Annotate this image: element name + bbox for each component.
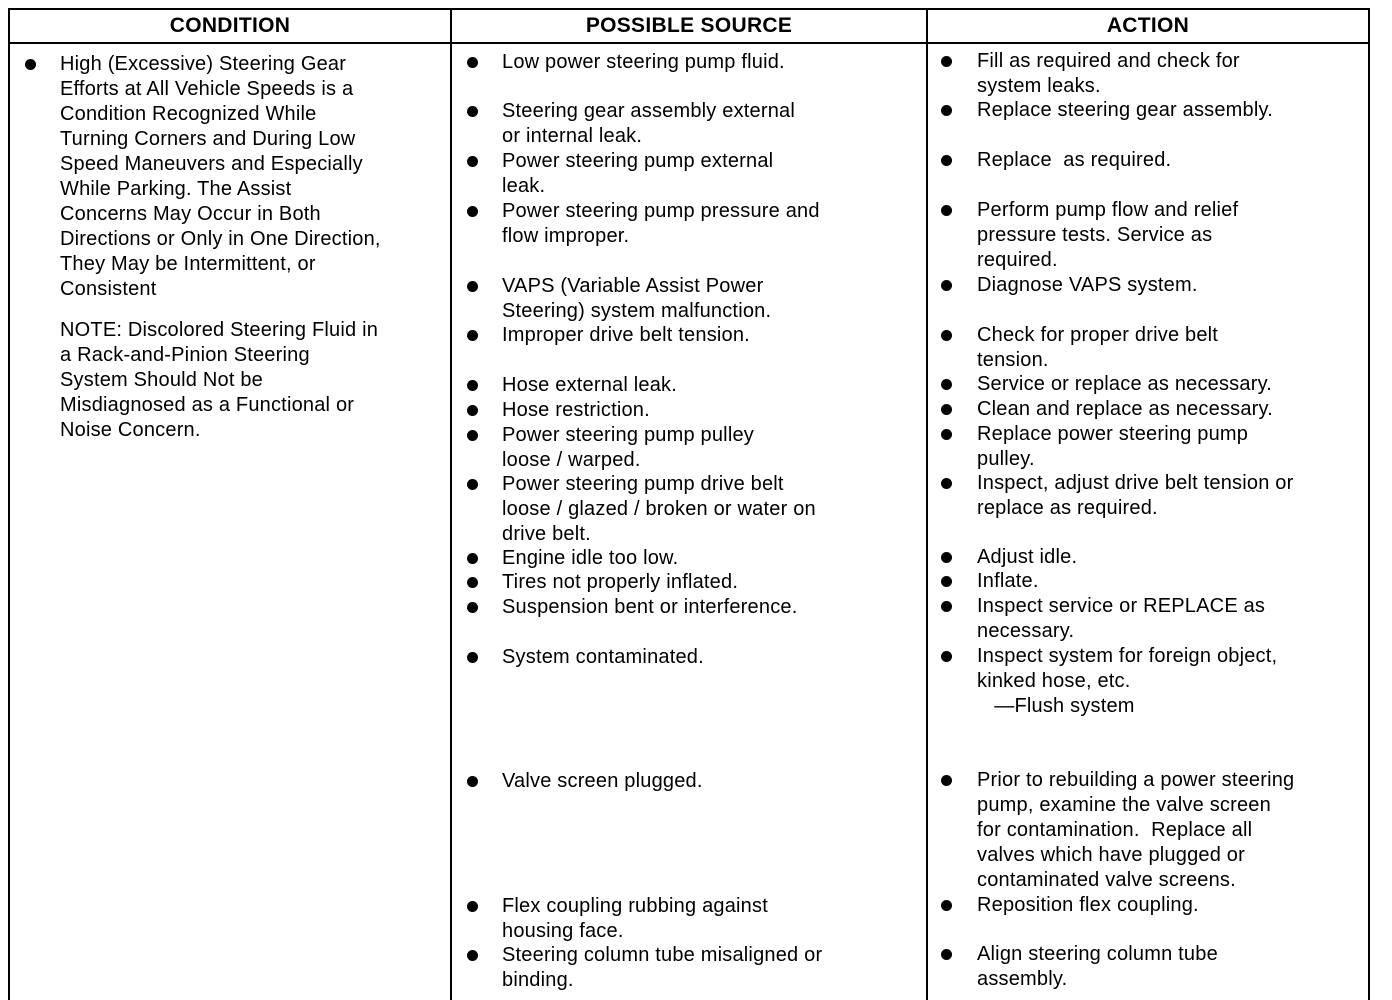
action-item-line: Inflate. — [977, 570, 1039, 592]
bullet-icon — [941, 429, 952, 440]
action-item — [977, 644, 1277, 719]
action-item — [977, 198, 1238, 273]
bullet-icon — [467, 577, 478, 588]
action-item — [977, 545, 1077, 570]
source-item-line: Power steering pump pressure and — [502, 200, 820, 222]
bullet-icon — [467, 57, 478, 68]
bullet-icon — [467, 602, 478, 613]
source-item — [502, 546, 678, 571]
condition-line: They May be Intermittent, or — [60, 253, 316, 275]
source-item-line: binding. — [502, 969, 574, 991]
action-item — [977, 372, 1272, 397]
action-item — [977, 471, 1293, 521]
condition-line: Efforts at All Vehicle Speeds is a — [60, 78, 354, 100]
action-item-line: necessary. — [977, 620, 1075, 642]
condition-line: Condition Recognized While — [60, 103, 317, 125]
action-item-line: Perform pump flow and relief — [977, 199, 1239, 221]
source-item-line: Steering column tube misaligned or — [502, 944, 823, 966]
source-item-line: Engine idle too low. — [502, 547, 679, 569]
source-item-line: Tires not properly inflated. — [502, 571, 739, 593]
column-divider-2 — [926, 10, 928, 1000]
header-condition: CONDITION — [169, 14, 291, 37]
action-item-line: Check for proper drive belt — [977, 324, 1219, 346]
action-item-line: —Flush system — [977, 695, 1135, 717]
action-item — [977, 422, 1248, 472]
source-item — [502, 99, 795, 149]
source-item-line: loose / warped. — [502, 449, 641, 471]
action-item-line: required. — [977, 249, 1058, 271]
note-line: System Should Not be — [60, 369, 263, 391]
action-item — [977, 273, 1198, 298]
note-line: Misdiagnosed as a Functional or — [60, 394, 355, 416]
header-possible-source: POSSIBLE SOURCE — [585, 14, 793, 37]
bullet-icon — [941, 56, 952, 67]
condition-line: Concerns May Occur in Both — [60, 203, 321, 225]
source-item-line: Hose external leak. — [502, 374, 678, 396]
condition-line: Speed Maneuvers and Especially — [60, 153, 363, 175]
action-item-line: valves which have plugged or — [977, 844, 1245, 866]
source-item — [502, 199, 820, 249]
bullet-icon — [467, 206, 478, 217]
source-item-line: Improper drive belt tension. — [502, 324, 750, 346]
source-item-line: Flex coupling rubbing against — [502, 895, 768, 917]
action-item-line: Fill as required and check for — [977, 50, 1240, 72]
condition-line: High (Excessive) Steering Gear — [60, 53, 347, 75]
bullet-icon — [941, 280, 952, 291]
action-item-line: replace as required. — [977, 497, 1158, 519]
header-divider — [10, 42, 1368, 44]
bullet-icon — [25, 59, 36, 70]
source-item — [502, 423, 754, 473]
action-item-line: Adjust idle. — [977, 546, 1078, 568]
action-item-line: tension. — [977, 349, 1049, 371]
source-item-line: Power steering pump drive belt — [502, 473, 784, 495]
source-item — [502, 149, 773, 199]
bullet-icon — [941, 601, 952, 612]
bullet-icon — [467, 950, 478, 961]
bullet-icon — [941, 900, 952, 911]
header-action: ACTION — [1106, 14, 1190, 37]
source-item-line: or internal leak. — [502, 125, 643, 147]
bullet-icon — [941, 576, 952, 587]
action-item-line: kinked hose, etc. — [977, 670, 1131, 692]
action-item-line: system leaks. — [977, 75, 1101, 97]
action-item-line: assembly. — [977, 968, 1068, 990]
source-item-line: Low power steering pump fluid. — [502, 51, 785, 73]
bullet-icon — [467, 156, 478, 167]
action-item-line: Replace as required. — [977, 149, 1172, 171]
source-item — [502, 894, 768, 944]
action-item-line: pump, examine the valve screen — [977, 794, 1271, 816]
bullet-icon — [941, 205, 952, 216]
column-divider-1 — [450, 10, 452, 1000]
condition-line: Directions or Only in One Direction, — [60, 228, 381, 250]
bullet-icon — [941, 552, 952, 563]
source-item-line: flow improper. — [502, 225, 630, 247]
source-item-line: Power steering pump pulley — [502, 424, 754, 446]
action-item-line: Inspect system for foreign object, — [977, 645, 1278, 667]
action-item — [977, 893, 1199, 918]
action-item-line: pressure tests. Service as — [977, 224, 1213, 246]
source-item — [502, 472, 816, 547]
action-item — [977, 323, 1218, 373]
source-item-line: Hose restriction. — [502, 399, 650, 421]
action-item — [977, 98, 1273, 123]
bullet-icon — [941, 105, 952, 116]
bullet-icon — [941, 949, 952, 960]
bullet-icon — [467, 553, 478, 564]
action-item — [977, 768, 1294, 893]
note-line: Noise Concern. — [60, 419, 201, 441]
bullet-icon — [467, 405, 478, 416]
source-item — [502, 323, 750, 348]
action-item — [977, 594, 1265, 644]
troubleshooting-table — [8, 8, 1370, 1000]
bullet-icon — [941, 404, 952, 415]
source-item-line: housing face. — [502, 920, 624, 942]
bullet-icon — [941, 330, 952, 341]
bullet-icon — [467, 106, 478, 117]
condition-line: Consistent — [60, 278, 157, 300]
bullet-icon — [467, 380, 478, 391]
action-item — [977, 942, 1218, 992]
source-item — [502, 595, 797, 620]
source-item-line: loose / glazed / broken or water on — [502, 498, 816, 520]
bullet-icon — [941, 651, 952, 662]
action-item — [977, 397, 1273, 422]
source-item — [502, 274, 771, 324]
source-item-line: Steering) system malfunction. — [502, 300, 772, 322]
action-item — [977, 148, 1171, 173]
note-line: NOTE: Discolored Steering Fluid in — [60, 319, 379, 341]
source-item — [502, 943, 822, 993]
action-item-line: Diagnose VAPS system. — [977, 274, 1198, 296]
action-item-line: Clean and replace as necessary. — [977, 398, 1273, 420]
bullet-icon — [941, 155, 952, 166]
source-item-line: Suspension bent or interference. — [502, 596, 798, 618]
bullet-icon — [467, 330, 478, 341]
condition-note — [60, 318, 378, 443]
condition-line: Turning Corners and During Low — [60, 128, 356, 150]
bullet-icon — [467, 479, 478, 490]
source-item-line: leak. — [502, 175, 546, 197]
bullet-icon — [941, 478, 952, 489]
action-item-line: Align steering column tube — [977, 943, 1218, 965]
action-item-line: Inspect, adjust drive belt tension or — [977, 472, 1294, 494]
source-item-line: Power steering pump external — [502, 150, 774, 172]
source-item — [502, 570, 738, 595]
action-item-line: pulley. — [977, 448, 1035, 470]
source-item-line: drive belt. — [502, 523, 591, 545]
source-item-line: System contaminated. — [502, 646, 704, 668]
action-item-line: Service or replace as necessary. — [977, 373, 1273, 395]
source-item — [502, 645, 704, 670]
action-item-line: Inspect service or REPLACE as — [977, 595, 1266, 617]
bullet-icon — [467, 281, 478, 292]
action-item-line: Reposition flex coupling. — [977, 894, 1199, 916]
action-item-line: Replace power steering pump — [977, 423, 1249, 445]
condition-line: While Parking. The Assist — [60, 178, 292, 200]
action-item — [977, 569, 1039, 594]
action-item-line: Prior to rebuilding a power steering — [977, 769, 1295, 791]
source-item — [502, 373, 677, 398]
source-item — [502, 398, 650, 423]
source-item-line: Steering gear assembly external — [502, 100, 796, 122]
action-item-line: for contamination. Replace all — [977, 819, 1253, 841]
bullet-icon — [467, 652, 478, 663]
source-item — [502, 769, 703, 794]
note-line: a Rack-and-Pinion Steering — [60, 344, 310, 366]
bullet-icon — [941, 775, 952, 786]
action-item — [977, 49, 1240, 99]
action-item-line: Replace steering gear assembly. — [977, 99, 1273, 121]
action-item-line: contaminated valve screens. — [977, 869, 1236, 891]
source-item-line: Valve screen plugged. — [502, 770, 703, 792]
bullet-icon — [941, 379, 952, 390]
bullet-icon — [467, 430, 478, 441]
condition-text — [60, 52, 381, 302]
source-item-line: VAPS (Variable Assist Power — [502, 275, 764, 297]
bullet-icon — [467, 901, 478, 912]
bullet-icon — [467, 776, 478, 787]
source-item — [502, 50, 785, 75]
